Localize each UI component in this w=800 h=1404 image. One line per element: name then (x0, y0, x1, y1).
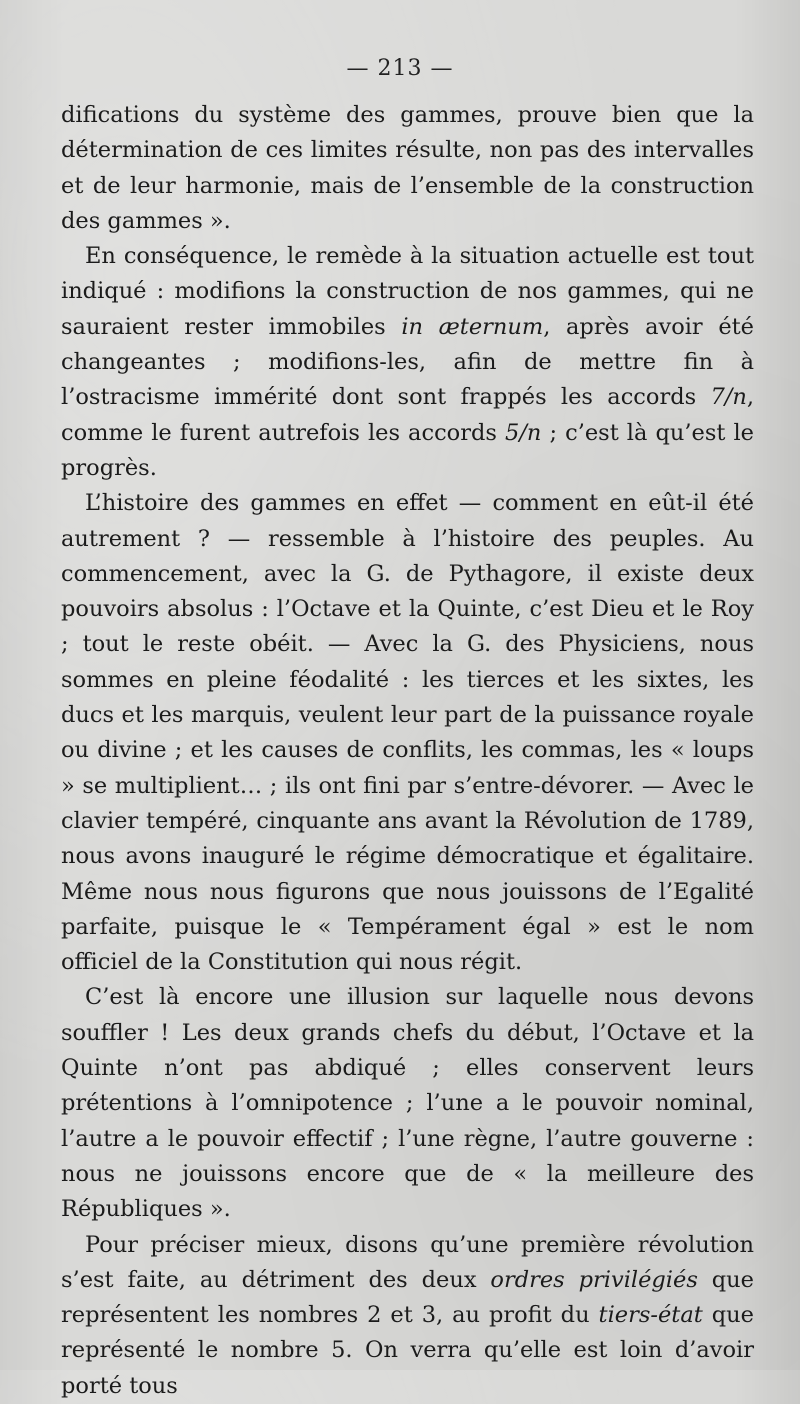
paragraph-text: difications du système des gammes, prouve bien que la détermination de ces limites résulte, non pas des intervalles et de leur harmonie, mais de l’ensemble de la construction des gammes ». (61, 102, 754, 234)
paragraph-text: que représenté le nombre 5. On verra qu’elle est loin d’avoir porté tous (61, 1302, 754, 1399)
paragraph-text: , après avoir été changeantes ; modifions-les, afin de mettre fin à l’ostracisme immérité dont sont frappés les accords (61, 313, 754, 411)
paragraph-history (61, 486, 754, 980)
paragraph-text: En conséquence, le remède à la situation actuelle est tout indiqué : modifions la construction de nos gammes, qui ne sauraient rester immobiles (61, 243, 754, 340)
ratio-seven-n: 7/n (710, 384, 747, 411)
ratio-five-n: 5/n (505, 419, 542, 446)
paragraph-text: L’histoire des gammes en effet — comment en eût-il été autrement ? — ressemble à l’histoire des peuples. Au commencement, avec la G. de Pythagore, il existe deux pouvoirs absolus : l’Octave et la Quinte, c’est Dieu et le Roy ; tout le reste obéit. — Avec la G. des Physiciens, nous sommes en pleine féodalité : les tierces et les sixtes, les ducs et les marquis, veulent leur part de la puissance royale ou divine ; et les causes de conflits, les commas, les « loups » se multiplient… ; ils ont fini par s’entre-dévorer. — Avec le clavier tempéré, cinquante ans avant la Révolution de 1789, nous avons inauguré le régime démocratique et égalitaire. Même nous nous figurons que nous jouissons de l’Egalité parfaite, puisque le « Tempérament égal » est le nom officiel de la Constitution qui nous régit. (61, 490, 754, 976)
paragraph-remedy (61, 239, 754, 486)
paragraph-text: Pour préciser mieux, disons qu’une première révolution s’est faite, au détriment des deux (61, 1231, 754, 1293)
paragraph-text: C’est là encore une illusion sur laquelle nous devons souffler ! Les deux grands chefs du début, l’Octave et la Quinte n’ont pas abdiqué ; elles conservent leurs prétentions à l’omnipotence ; l’une a le pouvoir nominal, l’autre a le pouvoir effectif ; l’une règne, l’autre gouverne : nous ne jouissons encore que de « la meilleure des Républiques ». (61, 984, 754, 1223)
paragraph-text: ; c’est là qu’est le progrès. (61, 419, 754, 481)
paragraph-text: , comme le furent autrefois les accords (61, 384, 754, 446)
paragraph-text: que représentent les nombres 2 et 3, au profit du (61, 1266, 754, 1329)
paragraph-continuation (61, 98, 754, 239)
page-number: — 213 — (346, 56, 454, 81)
paragraph-revolution (61, 1228, 754, 1404)
body-text (61, 98, 754, 1404)
latin-phrase: in æternum (401, 313, 544, 340)
paragraph-illusion (61, 980, 754, 1227)
third-estate: tiers-état (598, 1302, 703, 1329)
privileged-orders: ordres privilégiés (490, 1266, 698, 1293)
